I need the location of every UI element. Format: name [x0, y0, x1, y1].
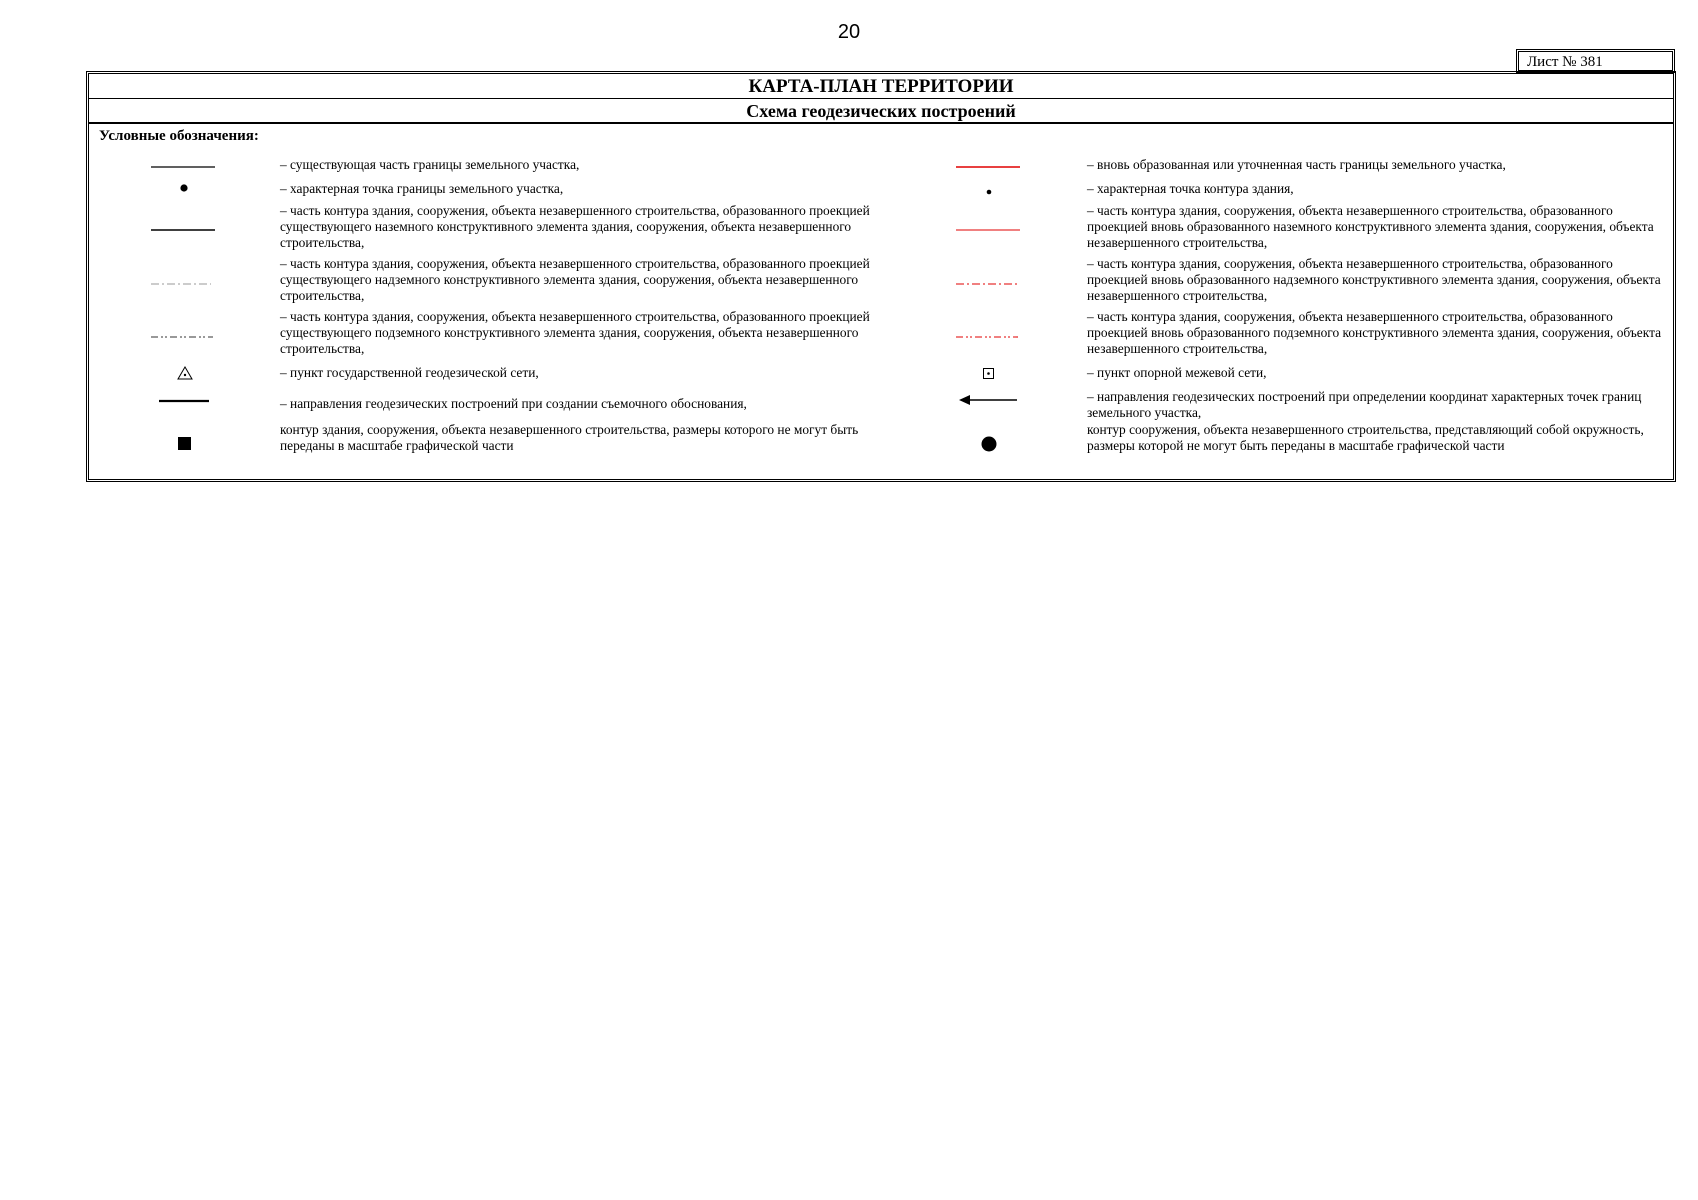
- legend-text: – характерная точка границы земельного участка,: [280, 181, 564, 196]
- legend-text: – направления геодезических построений при определении координат характерных точек границ земельного участка,: [1087, 389, 1642, 420]
- legend-text: – часть контура здания, сооружения, объекта незавершенного строительства, образованного проекцией вновь образованного подземного конструктивного элемента здания, сооружения, объекта незавершенного строительства,: [1087, 309, 1662, 356]
- legend-text: – часть контура здания, сооружения, объекта незавершенного строительства, образованного проекцией существующего надземного конструктивного элемента здания, сооружения, объекта незавершенного строительства,: [280, 256, 870, 303]
- page-number: 20: [837, 21, 861, 43]
- legend-text: – часть контура здания, сооружения, объекта незавершенного строительства, образованного проекцией вновь образованного надземного конструктивного элемента здания, сооружения, объекта незавершенного строительства,: [1087, 256, 1661, 303]
- new-ground-contour-line-icon: [954, 227, 1024, 233]
- page-subtitle: Схема геодезических построений: [89, 99, 1673, 124]
- legend-text: – существующая часть границы земельного участка,: [280, 157, 580, 172]
- page-title: КАРТА-ПЛАН ТЕРРИТОРИИ: [89, 74, 1673, 99]
- legend-heading: Условные обозначения:: [99, 128, 259, 144]
- legend-text: – направления геодезических построений при создании съемочного обоснования,: [280, 396, 747, 411]
- new-above-ground-contour-line-icon: [954, 281, 1024, 287]
- legend-text: – вновь образованная или уточненная часть границы земельного участка,: [1087, 157, 1506, 172]
- existing-underground-contour-line-icon: [149, 334, 219, 340]
- boundary-point-dot-icon: [174, 182, 194, 194]
- legend-text: – пункт опорной межевой сети,: [1087, 365, 1267, 380]
- existing-boundary-line-icon: [149, 162, 219, 170]
- round-structure-circle-icon: [979, 434, 999, 454]
- existing-above-ground-contour-line-icon: [149, 281, 219, 287]
- building-point-dot-icon: [979, 186, 999, 198]
- legend-text: – характерная точка контура здания,: [1087, 181, 1294, 196]
- legend-text: – часть контура здания, сооружения, объекта незавершенного строительства, образованного проекцией существующего наземного конструктивного элемента здания, сооружения, объекта незавершенного строительства,: [280, 203, 870, 250]
- legend-text: контур сооружения, объекта незавершенного строительства, представляющий собой окружность, размеры которой не могут быть переданы в масштабе графической части: [1087, 422, 1644, 453]
- new-boundary-line-icon: [954, 162, 1024, 170]
- new-underground-contour-line-icon: [954, 334, 1024, 340]
- legend-text: – часть контура здания, сооружения, объекта незавершенного строительства, образованного проекцией существующего подземного конструктивного элемента здания, сооружения, объекта незавершенного строительства,: [280, 309, 870, 356]
- legend-text: – пункт государственной геодезической сети,: [280, 365, 539, 380]
- sheet-number-box: Лист № 381: [1518, 51, 1673, 71]
- arrow-left-icon: [957, 393, 1021, 407]
- legend-text: контур здания, сооружения, объекта незавершенного строительства, размеры которого не могут быть переданы в масштабе графической части: [280, 422, 859, 453]
- legend-text: – часть контура здания, сооружения, объекта незавершенного строительства, образованного проекцией вновь образованного наземного конструктивного элемента здания, сооружения, объекта незавершенного строительства,: [1087, 203, 1654, 250]
- geodetic-network-point-icon: [176, 365, 194, 381]
- document-frame: [88, 73, 1674, 480]
- existing-ground-contour-line-icon: [149, 226, 219, 234]
- reference-survey-point-icon: [981, 366, 997, 382]
- survey-direction-line-icon: [157, 398, 213, 404]
- small-building-square-icon: [176, 435, 194, 453]
